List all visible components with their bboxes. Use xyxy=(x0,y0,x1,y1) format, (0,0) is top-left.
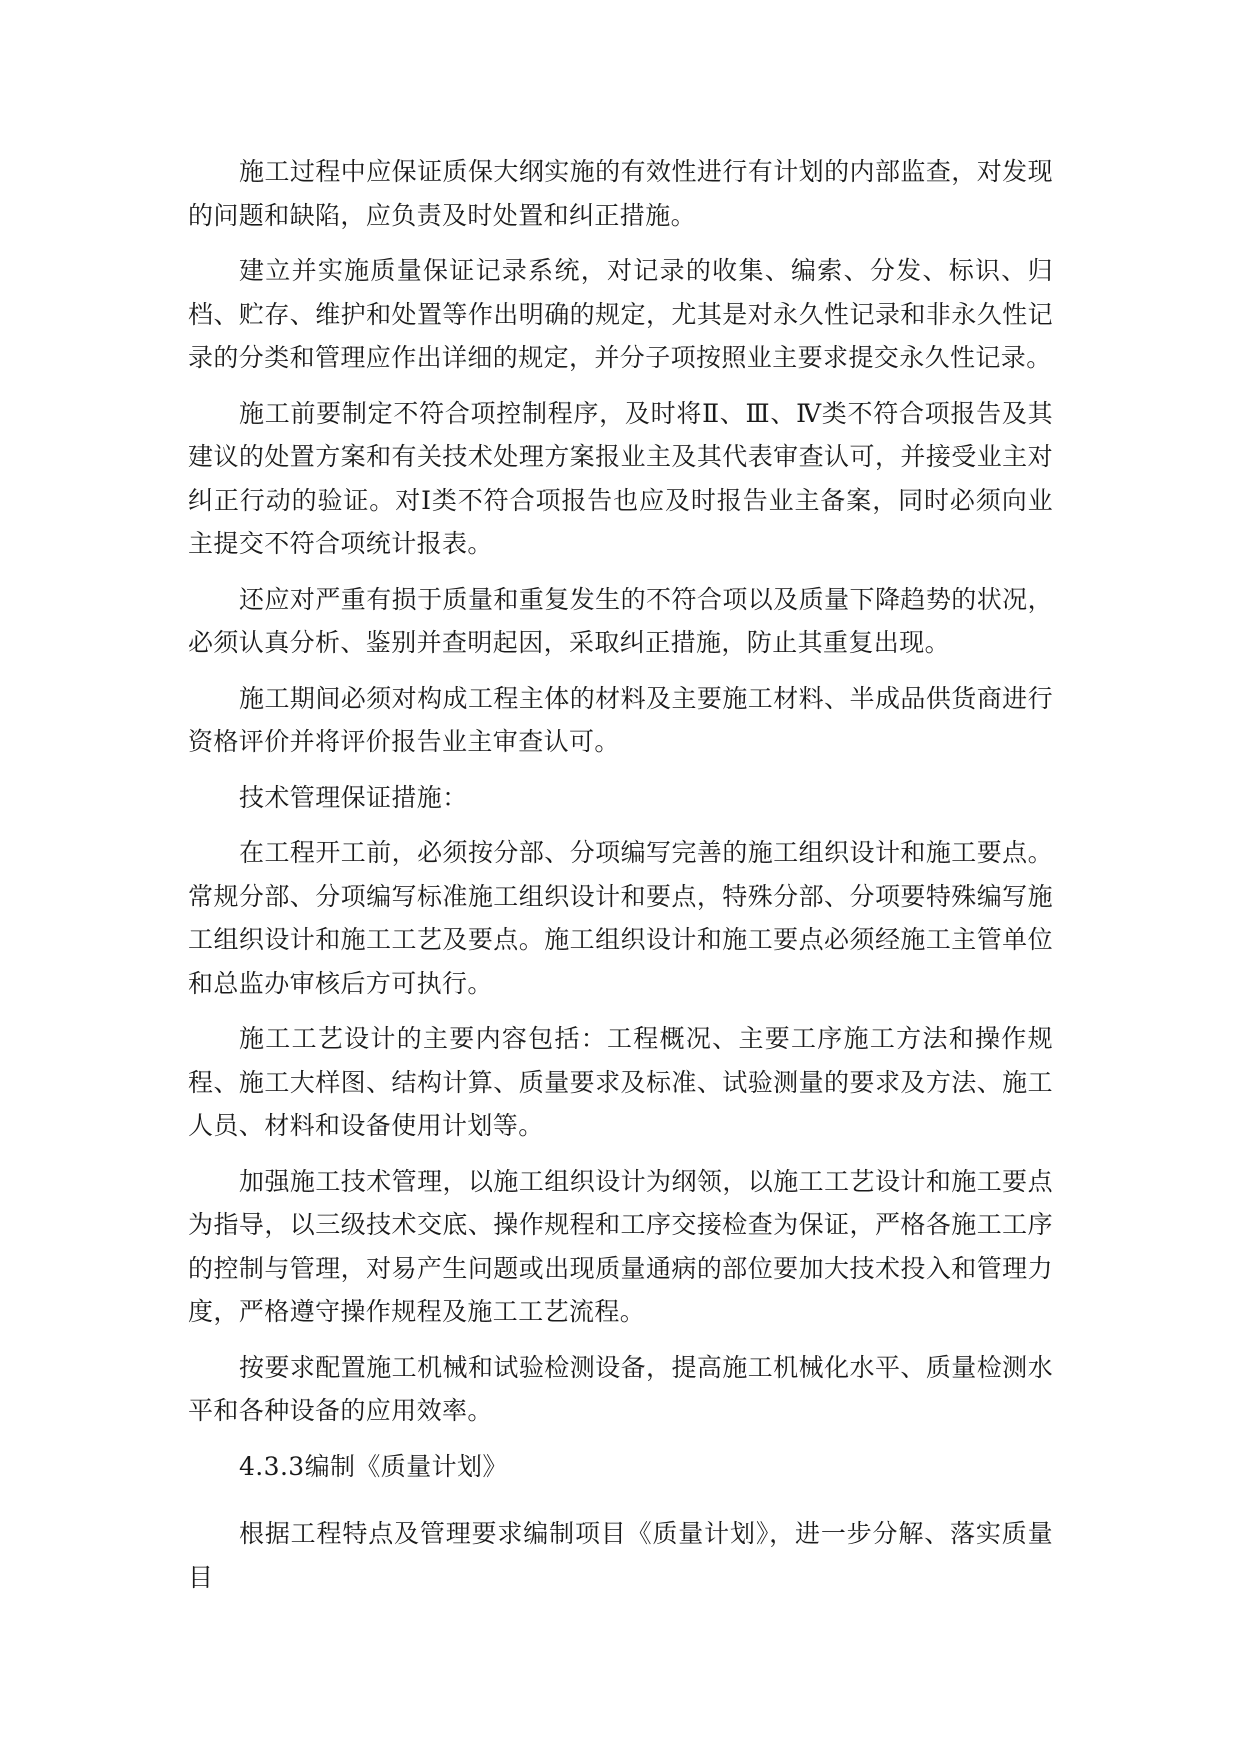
paragraph-supplier-evaluation: 施工期间必须对构成工程主体的材料及主要施工材料、半成品供货商进行资格评价并将评价报告业主审查认可。 xyxy=(188,683,1053,756)
paragraph-corrective-action: 还应对严重有损于质量和重复发生的不符合项以及质量下降趋势的状况，必须认真分析、鉴别并查明起因，采取纠正措施，防止其重复出现。 xyxy=(188,584,1053,657)
paragraph-construction-organization: 在工程开工前，必须按分部、分项编写完善的施工组织设计和施工要点。常规分部、分项编写标准施工组织设计和要点，特殊分部、分项要特殊编写施工组织设计和施工工艺及要点。施工组织设计和施工要点必须经施工主管单位和总监办审核后方可执行。 xyxy=(188,838,1053,998)
paragraph-quality-records: 建立并实施质量保证记录系统，对记录的收集、编索、分发、标识、归档、贮存、维护和处置等作出明确的规定，尤其是对永久性记录和非永久性记录的分类和管理应作出详细的规定，并分子项按照业主要求提交永久性记录。 xyxy=(188,256,1053,372)
paragraph-internal-audit: 施工过程中应保证质保大纲实施的有效性进行有计划的内部监查，对发现的问题和缺陷，应负责及时处置和纠正措施。 xyxy=(188,157,1053,230)
document-body xyxy=(188,150,1053,1599)
paragraph-technical-measures-heading: 技术管理保证措施： xyxy=(239,782,468,812)
paragraph-equipment-configuration: 按要求配置施工机械和试验检测设备，提高施工机械化水平、质量检测水平和各种设备的应用效率。 xyxy=(188,1352,1053,1425)
paragraph-nonconformance-control: 施工前要制定不符合项控制程序，及时将Ⅱ、Ⅲ、Ⅳ类不符合项报告及其建议的处置方案和有关技术处理方案报业主及其代表审查认可，并接受业主对纠正行动的验证。对Ⅰ类不符合项报告也应及时报告业主备案，同时必须向业主提交不符合项统计报表。 xyxy=(188,398,1053,558)
paragraph-quality-plan: 根据工程特点及管理要求编制项目《质量计划》，进一步分解、落实质量目 xyxy=(188,1519,1053,1592)
paragraph-technical-management: 加强施工技术管理，以施工组织设计为纲领，以施工工艺设计和施工要点为指导，以三级技术交底、操作规程和工序交接检查为保证，严格各施工工序的控制与管理，对易产生问题或出现质量通病的部位要加大技术投入和管理力度，严格遵守操作规程及施工工艺流程。 xyxy=(188,1166,1053,1326)
paragraph-process-design-content: 施工工艺设计的主要内容包括：工程概况、主要工序施工方法和操作规程、施工大样图、结构计算、质量要求及标准、试验测量的要求及方法、施工人员、材料和设备使用计划等。 xyxy=(188,1024,1053,1140)
section-heading: 4.3.3编制《质量计划》 xyxy=(239,1451,508,1481)
